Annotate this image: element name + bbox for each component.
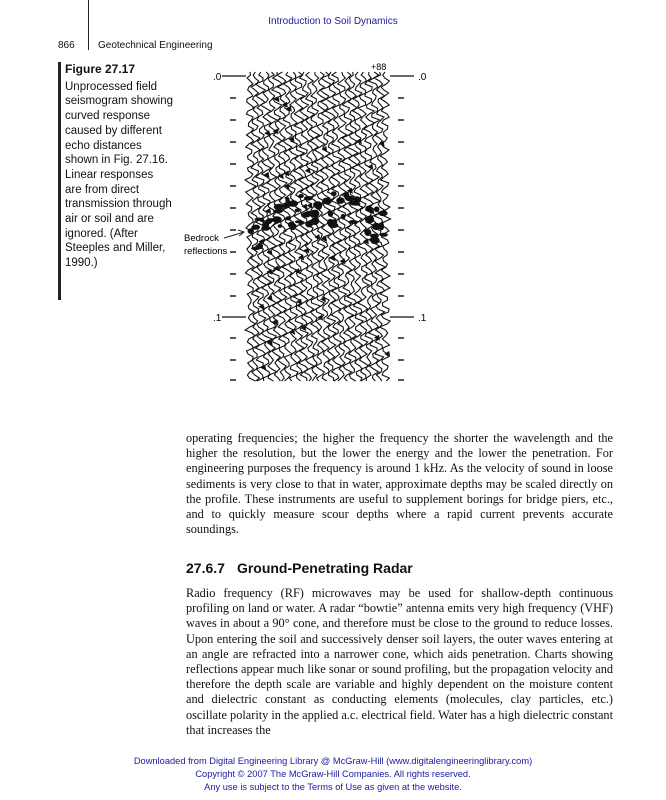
reflection-blob xyxy=(274,204,284,210)
reflection-blob xyxy=(336,197,344,204)
wavelet-mark xyxy=(367,164,373,170)
footer-line-1: Downloaded from Digital Engineering Library @ McGraw-Hill (www.digitalengineeringlibrary.com) xyxy=(133,756,533,766)
reflection-blob xyxy=(313,201,323,208)
reflection-blob xyxy=(379,210,388,216)
label-bedrock: Bedrock xyxy=(184,233,219,244)
wavelet-mark xyxy=(265,208,271,214)
reflection-blob xyxy=(302,212,311,218)
reflection-blob xyxy=(290,227,296,230)
label-mid-right: .1 xyxy=(418,313,427,324)
reflection-blob xyxy=(374,206,380,212)
label-reflections: reflections xyxy=(184,246,228,257)
reflection-blob xyxy=(331,191,337,196)
reflection-blob xyxy=(370,237,379,244)
page-number: 866 xyxy=(58,40,75,51)
section-title: Ground-Penetrating Radar xyxy=(236,560,413,576)
reflection-blob xyxy=(345,196,355,202)
reflection-blob xyxy=(329,223,339,228)
reflection-blob xyxy=(299,221,304,225)
reflection-blob xyxy=(380,233,388,237)
reflection-blob xyxy=(252,225,260,230)
figure-caption-text: Unprocessed field seismogram showing curved response caused by different echo distances shown in Fig. 27.16. Linear responses are from direct transmission through air or soil and are ignored. (After Steeples and Miller, 1990.) xyxy=(65,80,174,270)
paragraph-1: operating frequencies; the higher the frequency the shorter the wavelength and the higher the resolution, but the lower the energy and the lower the penetration. For engineering purposes the frequency is around 1 kHz. As the velocity of sound in loose sediments is very close to that in water, approximate depths may be scaled directly on the profile. These instruments are useful to supplement borings for bridge piers, etc., and to quickly measure scour depths where a rapid current prevents accurate soundings. xyxy=(186,431,613,537)
running-header: Introduction to Soil Dynamics xyxy=(268,16,398,27)
footer xyxy=(0,755,666,793)
wavelet-mark xyxy=(321,146,327,152)
bedrock-arrow xyxy=(224,230,244,238)
footer-line-3: Any use is subject to the Terms of Use as given at the website. xyxy=(204,781,462,792)
seismogram-figure xyxy=(180,58,440,388)
reflection-blob xyxy=(257,243,263,249)
reflection-blob xyxy=(304,196,313,201)
label-top-right: .0 xyxy=(418,72,427,83)
section-heading xyxy=(186,560,413,576)
book-title: Geotechnical Engineering xyxy=(98,40,213,51)
reflection-blob xyxy=(248,228,254,234)
reflection-blob xyxy=(352,202,361,206)
figure-caption xyxy=(65,62,173,271)
wavelet-mark xyxy=(267,250,273,256)
reflection-blob xyxy=(312,217,319,224)
reflection-blob xyxy=(364,229,371,236)
reflection-blob xyxy=(365,216,374,224)
footer-line-2: Copyright © 2007 The McGraw-Hill Companies. All rights reserved. xyxy=(195,768,471,779)
reflection-blob xyxy=(285,216,291,220)
figure-title: Figure 27.17 xyxy=(65,62,136,76)
reflection-blob xyxy=(341,214,346,220)
label-top-center: +88 xyxy=(371,62,387,72)
label-mid-left: .1 xyxy=(213,313,222,324)
reflection-blob xyxy=(328,210,333,217)
reflection-blob xyxy=(305,221,313,227)
reflection-blob xyxy=(322,198,332,205)
label-top-left: .0 xyxy=(213,72,222,83)
reflection-blob xyxy=(298,194,304,198)
reflection-blob xyxy=(348,220,358,224)
reflection-blob xyxy=(310,210,319,218)
reflection-blob xyxy=(291,224,297,228)
wavelet-mark xyxy=(305,168,311,174)
reflection-blob xyxy=(278,224,282,228)
caption-rule xyxy=(58,62,61,300)
seismic-trace xyxy=(342,72,353,381)
section-number: 27.6.7 xyxy=(186,560,225,576)
reflection-blob xyxy=(261,225,270,230)
paragraph-2: Radio frequency (RF) microwaves may be used for shallow-depth continuous profiling on land or water. A radar “bowtie” antenna emits very high frequency (VHF) waves in about a 90° cone, and therefore must be close to the ground to reduce losses. Upon entering the soil and successively denser soil layers, the outer waves entering at an angle are refracted into a narrower cone, which aids penetration. Charts showing reflections appear much like sonar or sound profiling, but the propagation velocity and therefore the depth scale are variable and highly dependent on the moisture content and dielectric constant as conducting elements (molecules, clay particles, etc.) oscillate polarity in the applied a.c. electrical field. Water has a high dielectric constant that increases the xyxy=(186,586,613,737)
header-rule xyxy=(88,0,89,50)
reflection-blob xyxy=(282,202,290,208)
reflection-blob xyxy=(264,220,272,225)
reflection-blob xyxy=(295,209,300,213)
reflection-blob xyxy=(372,223,380,230)
